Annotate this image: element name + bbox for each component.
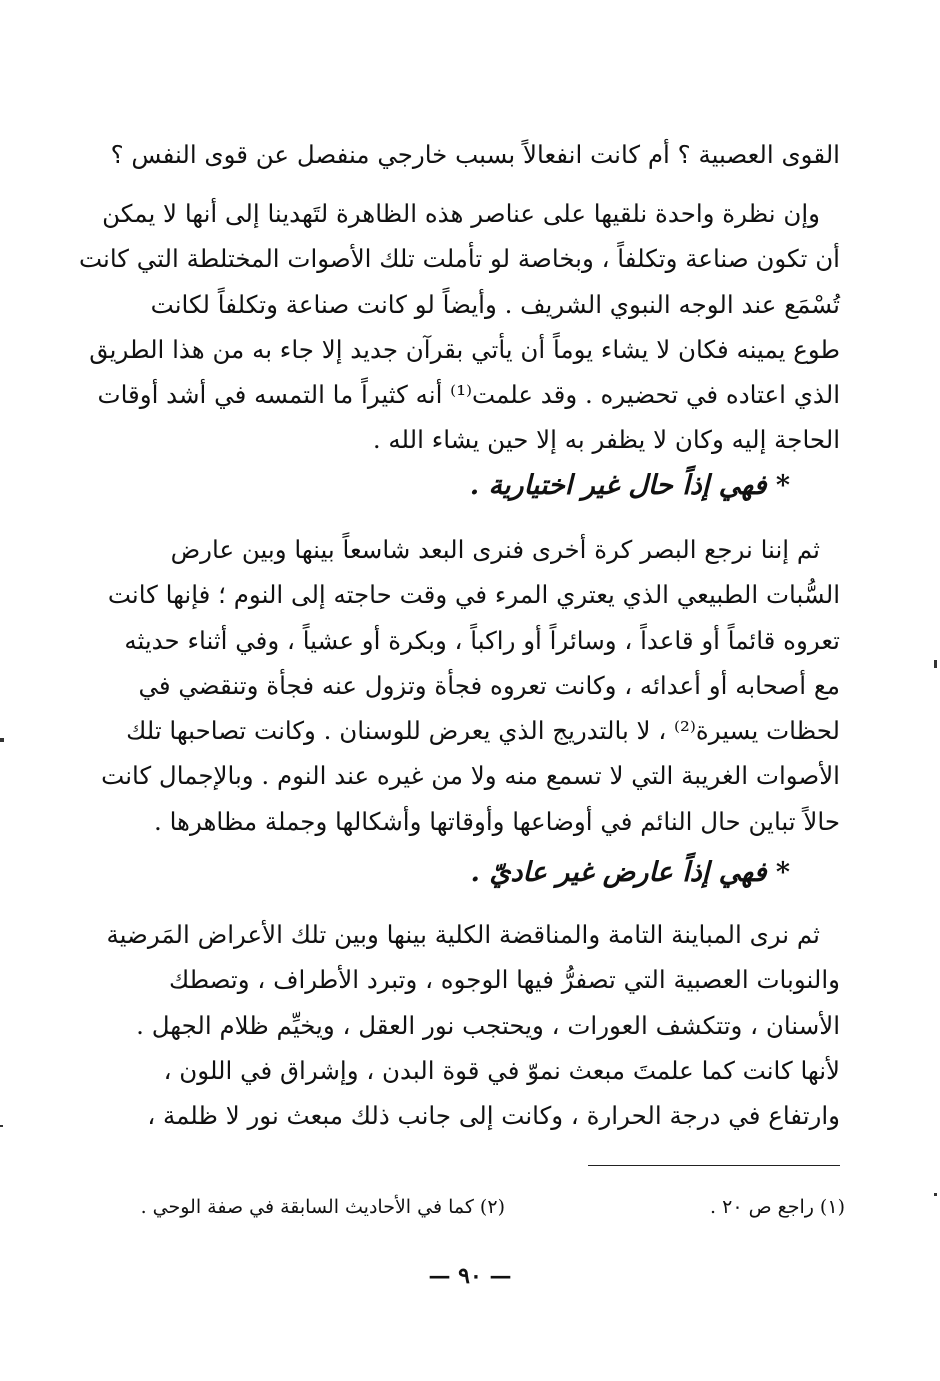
text-line: الحاجة إليه وكان لا يظفر به إلا حين يشاء الله . bbox=[372, 425, 840, 455]
section-heading-2: * فهي إذاً عارض غير عاديّ . bbox=[470, 857, 790, 888]
paragraph-3 bbox=[101, 527, 840, 844]
scan-mark bbox=[934, 660, 937, 668]
text-line: لأنها كانت كما علمتَ مبعث نموّ في قوة البدن ، وإشراق في اللون ، bbox=[163, 1055, 840, 1085]
text-line: السُّبات الطبيعي الذي يعتري المرء في وقت حاجته إلى النوم ؛ فإنها كانت bbox=[107, 580, 840, 610]
scan-mark bbox=[0, 1125, 3, 1127]
paragraph-2 bbox=[78, 191, 840, 463]
text-line: حالاً تباين حال النائم في أوضاعها وأوقاتها وأشكالها وجملة مظاهرها . bbox=[154, 806, 840, 836]
text-line: ثم نرى المباينة التامة والمناقضة الكلية بينها وبين تلك الأعراض المَرضية bbox=[106, 920, 820, 949]
page-number: — ٩٠ — bbox=[428, 1263, 512, 1289]
text-line: تعروه قائماً أو قاعداً ، وسائراً أو راكباً ، وبكرة أو عشياً ، وفي أثناء حديثه bbox=[124, 625, 840, 655]
text-line: أن تكون صناعة وتكلفاً ، وبخاصة لو تأملت تلك الأصوات المختلطة التي كانت bbox=[78, 244, 840, 274]
text-line: تُسْمَع عند الوجه النبوي الشريف . وأيضاً لو كانت صناعة وتكلفاً لكانت bbox=[150, 289, 840, 319]
footnote-separator bbox=[588, 1165, 840, 1166]
text-line: الأسنان ، وتتكشف العورات ، ويحتجب نور العقل ، ويخيِّم ظلام الجهل . bbox=[136, 1010, 840, 1040]
text-line: مع أصحابه أو أعدائه ، وكانت تعروه فجأة وتزول عنه فجأة وتنقضي في bbox=[138, 670, 840, 700]
text-line: الأصوات الغريبة التي لا تسمع منه ولا من غيره عند النوم . وبالإجمال كانت bbox=[101, 761, 840, 791]
footnote-2: (٢) كما في الأحاديث السابقة في صفة الوحي . bbox=[140, 1196, 505, 1218]
text-line: القوى العصبية ؟ أم كانت انفعالاً بسبب خارجي منفصل عن قوى النفس ؟ bbox=[110, 140, 840, 169]
section-heading-1: * فهي إذاً حال غير اختيارية . bbox=[469, 470, 790, 501]
footnote-1: (١) راجع ص ٢٠ . bbox=[710, 1196, 845, 1218]
text-line: وإن نظرة واحدة نلقيها على عناصر هذه الظاهرة لتَهدينا إلى أنها لا يمكن bbox=[102, 199, 820, 228]
text-line: الذي اعتاده في تحضيره . وقد علمت⁽¹⁾ أنه كثيراً ما التمسه في أشد أوقات bbox=[97, 380, 840, 410]
text-line: لحظات يسيرة⁽²⁾ ، لا بالتدريج الذي يعرض للوسنان . وكانت تصاحبها تلك bbox=[126, 716, 840, 746]
text-line: ثم إننا نرجع البصر كرة أخرى فنرى البعد شاسعاً بينها وبين عارض bbox=[170, 535, 820, 564]
text-line: والنوبات العصبية التي تصفرُّ فيها الوجوه ، وتبرد الأطراف ، وتصطك bbox=[168, 965, 840, 995]
paragraph-4 bbox=[106, 912, 840, 1138]
text-line: وارتفاع في درجة الحرارة ، وكانت إلى جانب ذلك مبعث نور لا ظلمة ، bbox=[147, 1101, 840, 1131]
scan-mark bbox=[934, 1193, 937, 1196]
text-line: طوع يمينه فكان لا يشاء يوماً أن يأتي بقرآن جديد إلا جاء به من هذا الطريق bbox=[89, 334, 840, 364]
paragraph-1 bbox=[110, 132, 840, 177]
scan-mark bbox=[0, 738, 4, 742]
